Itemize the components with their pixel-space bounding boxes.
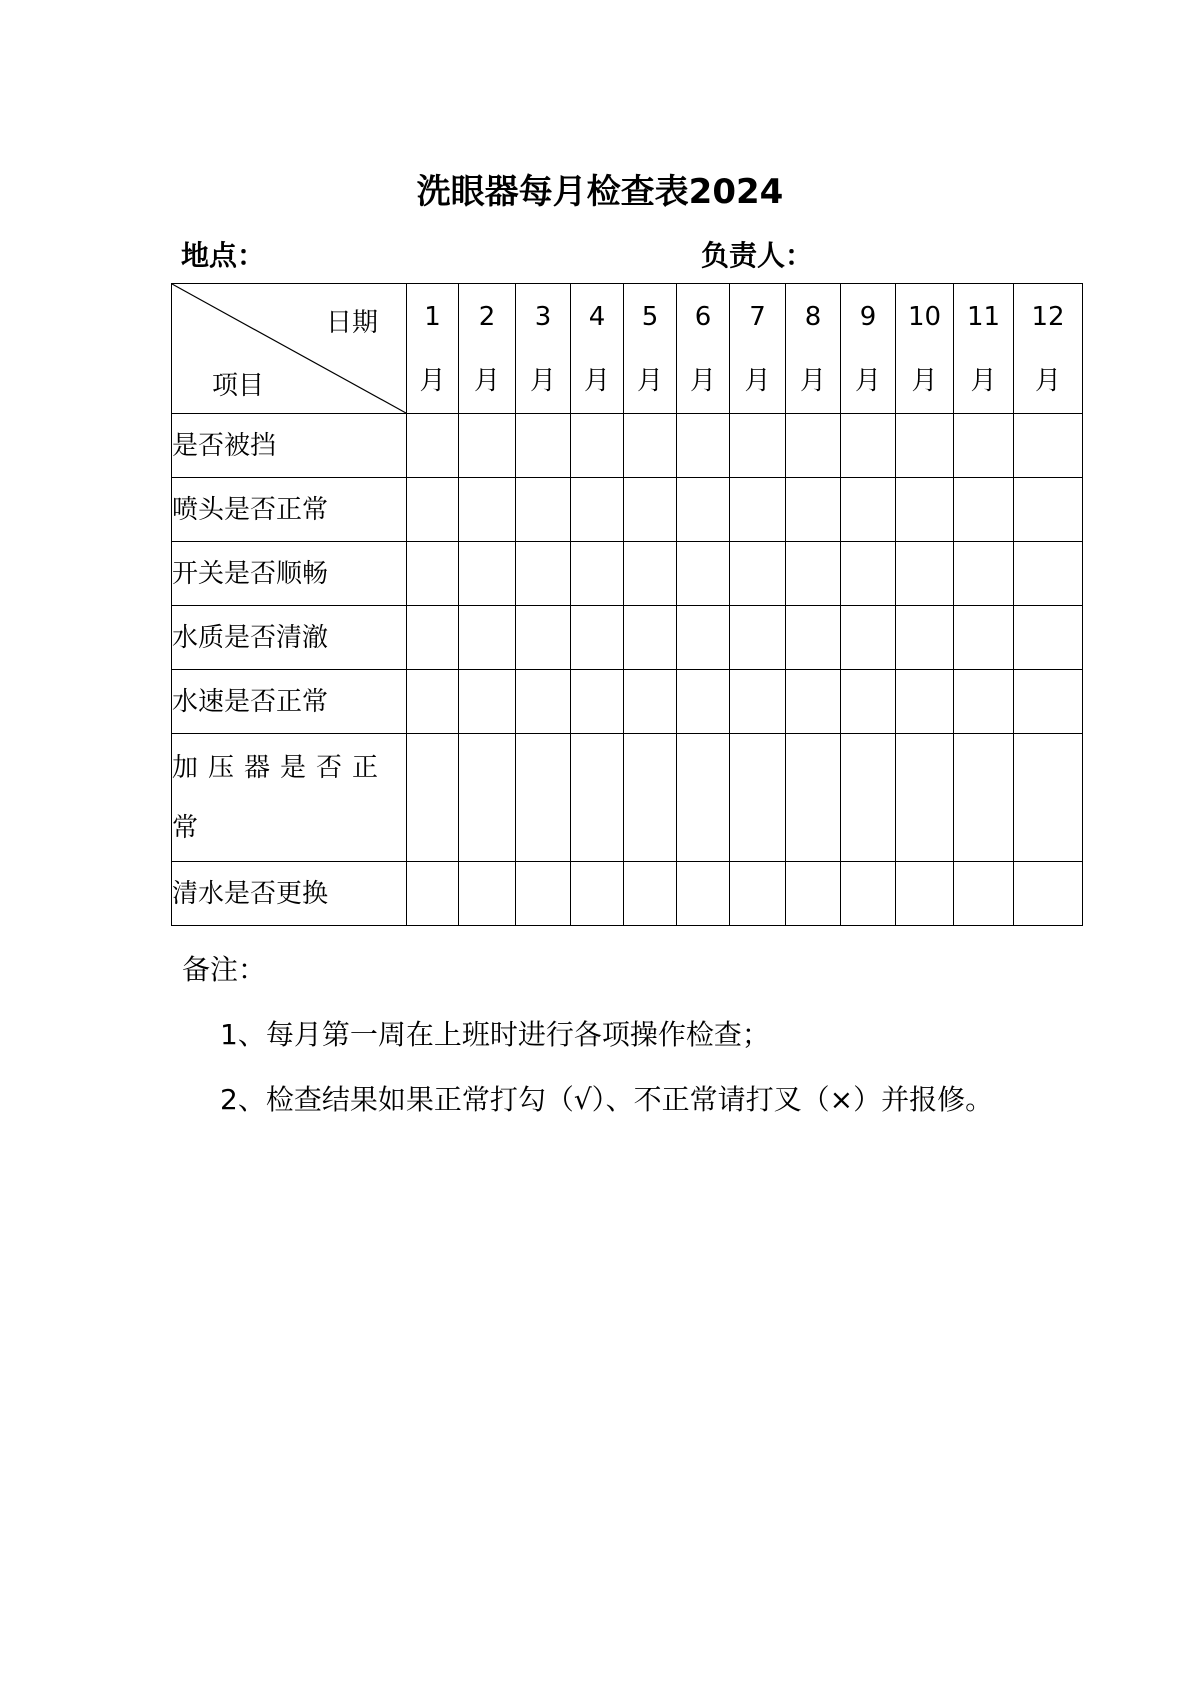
check-cell[interactable] [624, 414, 677, 478]
item-header-label: 项目 [212, 371, 265, 401]
month-header-7 [730, 284, 786, 414]
check-cell[interactable] [1014, 862, 1083, 926]
check-cell[interactable] [571, 478, 624, 542]
month-number: 6 [694, 301, 712, 332]
check-cell[interactable] [407, 734, 459, 862]
check-cell[interactable] [896, 862, 954, 926]
header-row [172, 284, 1083, 414]
check-cell[interactable] [677, 606, 730, 670]
check-cell[interactable] [1014, 734, 1083, 862]
item-label: 水速是否正常 [172, 670, 407, 734]
check-cell[interactable] [407, 670, 459, 734]
note-item-1: 1、每月第一周在上班时进行各项操作检查； [220, 1018, 770, 1051]
check-cell[interactable] [624, 478, 677, 542]
month-header-9 [841, 284, 896, 414]
month-header-5 [624, 284, 677, 414]
check-cell[interactable] [786, 414, 841, 478]
check-cell[interactable] [730, 606, 786, 670]
table-row [172, 606, 1083, 670]
check-cell[interactable] [624, 670, 677, 734]
month-header-3 [516, 284, 571, 414]
month-unit: 月 [529, 365, 556, 396]
corner-header-cell [172, 284, 407, 414]
month-number: 1 [424, 301, 441, 332]
check-cell[interactable] [896, 478, 954, 542]
check-cell[interactable] [786, 542, 841, 606]
check-cell[interactable] [786, 734, 841, 862]
check-cell[interactable] [841, 734, 896, 862]
check-cell[interactable] [516, 670, 571, 734]
check-cell[interactable] [841, 670, 896, 734]
item-label: 是否被挡 [172, 414, 407, 478]
check-cell[interactable] [786, 478, 841, 542]
month-header-11 [954, 284, 1014, 414]
month-unit: 月 [473, 365, 500, 396]
check-cell[interactable] [677, 670, 730, 734]
month-unit: 月 [689, 365, 716, 396]
check-cell[interactable] [896, 734, 954, 862]
check-cell[interactable] [841, 542, 896, 606]
month-number: 7 [749, 301, 766, 332]
check-cell[interactable] [624, 542, 677, 606]
diagonal-line [172, 284, 406, 413]
check-cell[interactable] [786, 670, 841, 734]
month-number: 9 [859, 301, 877, 332]
item-label: 喷头是否正常 [172, 478, 407, 542]
month-unit: 月 [583, 365, 610, 396]
check-cell[interactable] [571, 670, 624, 734]
check-cell[interactable] [896, 670, 954, 734]
month-header-4 [571, 284, 624, 414]
check-cell[interactable] [730, 862, 786, 926]
month-number: 10 [907, 301, 942, 332]
check-cell[interactable] [677, 542, 730, 606]
month-header-12 [1014, 284, 1083, 414]
table-row [172, 670, 1083, 734]
check-cell[interactable] [516, 542, 571, 606]
check-cell[interactable] [459, 670, 516, 734]
check-cell[interactable] [677, 862, 730, 926]
check-cell[interactable] [459, 734, 516, 862]
check-cell[interactable] [954, 606, 1014, 670]
check-cell[interactable] [786, 862, 841, 926]
item-label: 水质是否清澈 [172, 606, 407, 670]
check-cell[interactable] [730, 734, 786, 862]
check-cell[interactable] [407, 862, 459, 926]
check-cell[interactable] [571, 862, 624, 926]
check-cell[interactable] [841, 862, 896, 926]
check-cell[interactable] [1014, 478, 1083, 542]
month-header-1 [407, 284, 459, 414]
check-cell[interactable] [896, 542, 954, 606]
date-header-label: 日期 [325, 308, 378, 338]
check-cell[interactable] [516, 862, 571, 926]
item-label: 清水是否更换 [172, 862, 407, 926]
month-header-2 [459, 284, 516, 414]
check-cell[interactable] [954, 862, 1014, 926]
check-cell[interactable] [786, 606, 841, 670]
month-unit: 月 [1034, 365, 1061, 396]
check-cell[interactable] [730, 542, 786, 606]
month-unit: 月 [799, 365, 826, 396]
check-cell[interactable] [459, 862, 516, 926]
check-cell[interactable] [407, 414, 459, 478]
check-cell[interactable] [516, 414, 571, 478]
check-cell[interactable] [841, 606, 896, 670]
check-cell[interactable] [677, 478, 730, 542]
check-cell[interactable] [459, 478, 516, 542]
check-cell[interactable] [624, 606, 677, 670]
month-number: 12 [1031, 301, 1065, 332]
month-header-10 [896, 284, 954, 414]
check-cell[interactable] [730, 414, 786, 478]
month-unit: 月 [854, 365, 881, 396]
table-row [172, 478, 1083, 542]
check-cell[interactable] [954, 734, 1014, 862]
location-label: 地点： [181, 239, 266, 272]
check-cell[interactable] [954, 542, 1014, 606]
table-row [172, 734, 1083, 862]
check-cell[interactable] [896, 606, 954, 670]
check-cell[interactable] [516, 734, 571, 862]
check-cell[interactable] [571, 606, 624, 670]
month-header-6 [677, 284, 730, 414]
check-cell[interactable] [624, 862, 677, 926]
check-cell[interactable] [459, 606, 516, 670]
check-cell[interactable] [624, 734, 677, 862]
check-cell[interactable] [407, 542, 459, 606]
check-cell[interactable] [1014, 542, 1083, 606]
check-cell[interactable] [1014, 670, 1083, 734]
item-label: 开关是否顺畅 [172, 542, 407, 606]
month-unit: 月 [636, 365, 663, 396]
check-cell[interactable] [1014, 414, 1083, 478]
month-unit: 月 [419, 365, 446, 396]
month-number: 3 [534, 301, 552, 332]
check-cell[interactable] [459, 542, 516, 606]
check-cell[interactable] [571, 542, 624, 606]
document-title: 洗眼器每月检查表2024 [416, 172, 784, 212]
check-cell[interactable] [571, 734, 624, 862]
notes-title: 备注： [182, 953, 267, 986]
month-number: 4 [588, 301, 606, 332]
table-row [172, 542, 1083, 606]
check-cell[interactable] [677, 414, 730, 478]
check-cell[interactable] [459, 414, 516, 478]
month-header-8 [786, 284, 841, 414]
month-number: 11 [966, 301, 1001, 332]
month-unit: 月 [744, 365, 771, 396]
table-row [172, 862, 1083, 926]
check-cell[interactable] [954, 478, 1014, 542]
person-in-charge-label: 负责人： [701, 239, 814, 272]
month-number: 8 [804, 301, 822, 332]
check-cell[interactable] [730, 478, 786, 542]
check-cell[interactable] [516, 478, 571, 542]
check-cell[interactable] [677, 734, 730, 862]
month-unit: 月 [970, 365, 997, 396]
check-cell[interactable] [516, 606, 571, 670]
check-cell[interactable] [407, 478, 459, 542]
table-row [172, 414, 1083, 478]
check-cell[interactable] [896, 414, 954, 478]
note-item-2: 2、检查结果如果正常打勾（√）、不正常请打叉（×）并报修。 [220, 1083, 994, 1116]
check-cell[interactable] [954, 414, 1014, 478]
inspection-table [171, 283, 1083, 926]
check-cell[interactable] [571, 414, 624, 478]
month-number: 5 [641, 301, 659, 332]
check-cell[interactable] [1014, 606, 1083, 670]
item-label: 加压器是否正常 [172, 734, 407, 862]
check-cell[interactable] [841, 414, 896, 478]
check-cell[interactable] [407, 606, 459, 670]
check-cell[interactable] [730, 670, 786, 734]
check-cell[interactable] [954, 670, 1014, 734]
month-number: 2 [478, 301, 496, 332]
month-unit: 月 [911, 365, 938, 396]
check-cell[interactable] [841, 478, 896, 542]
